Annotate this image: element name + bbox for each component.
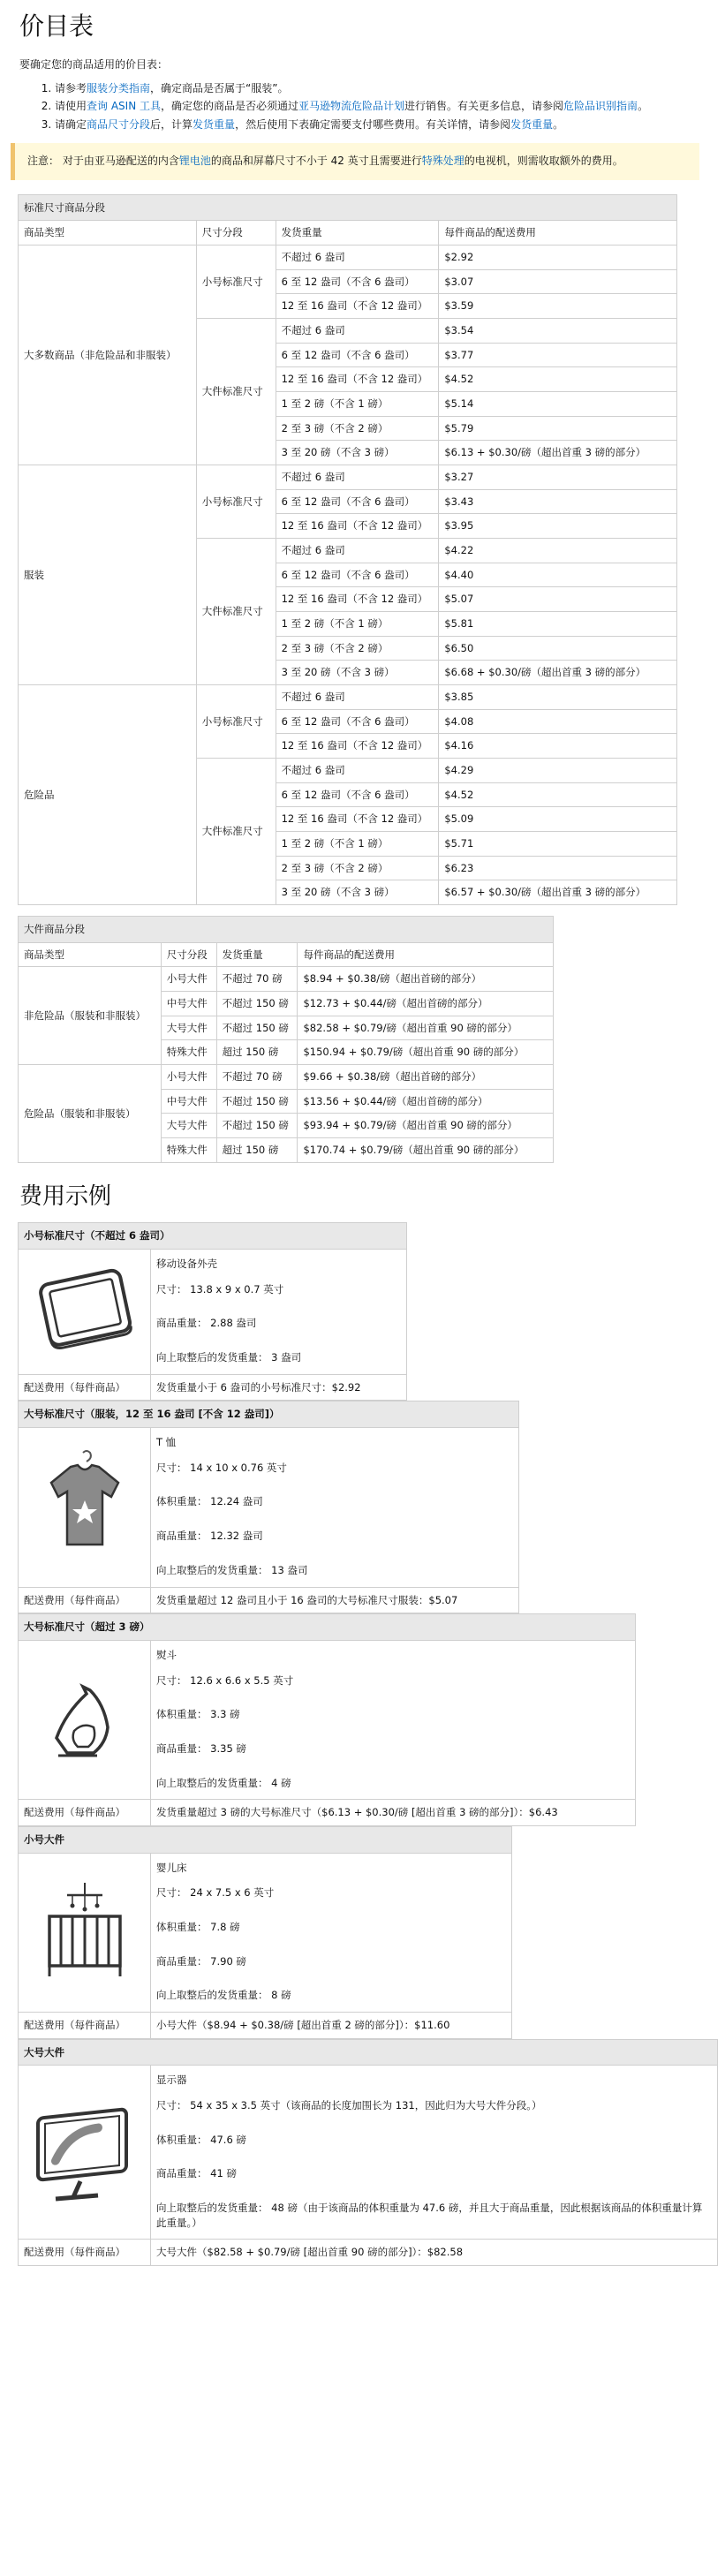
fee-cell: $4.16: [439, 734, 677, 759]
example-fee-row: [19, 2012, 512, 2038]
weight-cell: 不超过 150 磅: [216, 992, 298, 1016]
product-detail: 尺寸： 14 x 10 x 0.76 英寸: [156, 1461, 287, 1474]
column-header: 尺寸分段: [161, 942, 216, 967]
fee-cell: $3.59: [439, 294, 677, 319]
product-detail: 尺寸： 54 x 35 x 3.5 英寸（该商品的长度加围长为 131，因此归为大号大件分段。）: [156, 2098, 542, 2111]
weight-cell: 不超过 70 磅: [216, 1065, 298, 1090]
fee-cell: $4.52: [439, 782, 677, 807]
product-detail: 向上取整后的发货重量： 8 磅: [156, 1989, 291, 2002]
shipping-weight-link-2[interactable]: 发货重量: [510, 117, 554, 131]
iron-icon: [32, 1756, 138, 1769]
example-icon-cell: [19, 1640, 151, 1799]
size-tier-cell: 大号大件: [161, 1016, 216, 1040]
example-icon-cell: [19, 1428, 151, 1587]
fee-cell: $3.07: [439, 269, 677, 294]
product-type-cell: 危险品（服装和非服装）: [19, 1065, 162, 1163]
product-detail: 体积重量： 3.3 磅: [156, 1708, 240, 1721]
intro-text: 要确定您的商品适用的价目表：: [19, 57, 169, 71]
example-header: 大号大件: [19, 2039, 718, 2066]
weight-cell: 2 至 3 磅（不含 2 磅）: [276, 416, 439, 441]
product-name: T 恤: [156, 1436, 177, 1449]
header-row: [19, 221, 677, 246]
fee-cell: $2.92: [439, 245, 677, 269]
weight-cell: 12 至 16 盎司（不含 12 盎司）: [276, 587, 439, 612]
product-detail: 商品重量： 12.32 盎司: [156, 1530, 263, 1543]
fee-cell: $9.66 + $0.38/磅（超出首磅的部分）: [298, 1065, 554, 1090]
section-row: [19, 194, 677, 221]
fee-label: 配送费用（每件商品）: [19, 2240, 151, 2266]
steps-list: [7, 81, 718, 132]
fee-cell: $5.09: [439, 807, 677, 832]
table-row: [19, 1065, 554, 1090]
size-tier-cell: 大号大件: [161, 1114, 216, 1138]
fee-value: 小号大件（$8.94 + $0.38/磅 [超出首重 2 磅的部分]）：$11.60: [151, 2012, 512, 2038]
fee-cell: $4.29: [439, 759, 677, 783]
fee-cell: $5.71: [439, 832, 677, 857]
size-tier-cell: 大件标准尺寸: [196, 538, 276, 684]
weight-cell: 3 至 20 磅（不含 3 磅）: [276, 880, 439, 905]
step-text: 。: [553, 117, 564, 131]
example-detail-cell: [151, 2066, 718, 2240]
fee-cell: $170.74 + $0.79/磅（超出首重 90 磅的部分）: [298, 1138, 554, 1163]
fee-value: 发货重量小于 6 盎司的小号标准尺寸：$2.92: [151, 1374, 407, 1401]
fee-cell: $3.27: [439, 465, 677, 489]
product-detail: 向上取整后的发货重量： 13 盎司: [156, 1563, 308, 1576]
example-table: [18, 1222, 407, 1401]
step-text: ，然后使用下表确定需要支付哪些费用。有关详情，请参阅: [235, 117, 511, 131]
fee-cell: $4.40: [439, 563, 677, 587]
fee-cell: $8.94 + $0.38/磅（超出首磅的部分）: [298, 967, 554, 992]
product-name: 熨斗: [156, 1648, 177, 1661]
table-row: [19, 967, 554, 992]
example-fee-row: [19, 2240, 718, 2266]
weight-cell: 12 至 16 盎司（不含 12 盎司）: [276, 367, 439, 392]
size-tier-cell: 特殊大件: [161, 1138, 216, 1163]
size-tier-cell: 中号大件: [161, 992, 216, 1016]
product-detail: 体积重量： 12.24 盎司: [156, 1495, 263, 1508]
example-body-row: [19, 1853, 512, 2012]
weight-cell: 12 至 16 盎司（不含 12 盎司）: [276, 807, 439, 832]
product-type-cell: 非危险品（服装和非服装）: [19, 967, 162, 1065]
example-detail-cell: [151, 1250, 407, 1375]
example-header: 大号标准尺寸（服装，12 至 16 盎司 [不含 12 盎司]）: [19, 1401, 519, 1428]
fee-value: 大号大件（$82.58 + $0.79/磅 [超出首重 90 磅的部分]）：$82.58: [151, 2240, 718, 2266]
apparel-guide-link[interactable]: 服装分类指南: [87, 81, 151, 94]
dangerous-goods-program-link[interactable]: 亚马逊物流危险品计划: [298, 100, 405, 113]
weight-cell: 不超过 150 磅: [216, 1016, 298, 1040]
asin-lookup-link[interactable]: 查询 ASIN 工具: [87, 100, 161, 113]
fee-cell: $3.54: [439, 318, 677, 343]
fee-cell: $6.13 + $0.30/磅（超出首重 3 磅的部分）: [439, 441, 677, 465]
example-body-row: [19, 1428, 519, 1587]
monitor-icon: [27, 2198, 142, 2210]
page-title: 价目表: [19, 11, 94, 41]
product-detail: 体积重量： 47.6 磅: [156, 2133, 246, 2146]
weight-cell: 6 至 12 盎司（不含 6 盎司）: [276, 269, 439, 294]
product-type-cell: 服装: [19, 465, 197, 684]
fee-cell: $6.50: [439, 636, 677, 661]
product-detail: 尺寸： 24 x 7.5 x 6 英寸: [156, 1886, 275, 1900]
step-2: [55, 99, 718, 114]
product-type-cell: 大多数商品（非危险品和非服装）: [19, 245, 197, 465]
lithium-battery-link[interactable]: 锂电池: [178, 155, 211, 168]
product-detail: 尺寸： 13.8 x 9 x 0.7 英寸: [156, 1282, 284, 1296]
product-name: 婴儿床: [156, 1861, 187, 1874]
fee-cell: $12.73 + $0.44/磅（超出首磅的部分）: [298, 992, 554, 1016]
weight-cell: 2 至 3 磅（不含 2 磅）: [276, 636, 439, 661]
example-header-row: [19, 1614, 636, 1641]
fee-value: 发货重量超过 3 磅的大号标准尺寸（$6.13 + $0.30/磅 [超出首重 3 磅的部分]）：$6.43: [151, 1800, 636, 1826]
fee-cell: $13.56 + $0.44/磅（超出首磅的部分）: [298, 1089, 554, 1114]
column-header: 每件商品的配送费用: [439, 221, 677, 246]
example-body-row: [19, 1640, 636, 1799]
fee-cell: $5.79: [439, 416, 677, 441]
weight-cell: 不超过 6 盎司: [276, 318, 439, 343]
section-row: [19, 917, 554, 943]
column-header: 发货重量: [216, 942, 298, 967]
example-header-row: [19, 1826, 512, 1853]
fee-cell: $3.77: [439, 343, 677, 367]
weight-cell: 6 至 12 盎司（不含 6 盎司）: [276, 782, 439, 807]
example-body-row: [19, 2066, 718, 2240]
product-name: 移动设备外壳: [156, 1258, 217, 1271]
column-header: 商品类型: [19, 221, 197, 246]
example-icon-cell: [19, 1250, 151, 1375]
shipping-weight-link[interactable]: 发货重量: [193, 117, 236, 131]
weight-cell: 3 至 20 磅（不含 3 磅）: [276, 441, 439, 465]
weight-cell: 超过 150 磅: [216, 1040, 298, 1065]
size-tier-cell: 小号标准尺寸: [196, 684, 276, 758]
fee-cell: $5.81: [439, 611, 677, 636]
weight-cell: 6 至 12 盎司（不含 6 盎司）: [276, 343, 439, 367]
crib-icon: [32, 1974, 138, 1986]
example-icon-cell: [19, 1853, 151, 2012]
example-fee-row: [19, 1374, 407, 1401]
weight-cell: 12 至 16 盎司（不含 12 盎司）: [276, 734, 439, 759]
section-title: 标准尺寸商品分段: [19, 194, 677, 221]
product-name: 显示器: [156, 2074, 187, 2087]
fee-cell: $3.85: [439, 684, 677, 709]
fee-cell: $6.57 + $0.30/磅（超出首重 3 磅的部分）: [439, 880, 677, 905]
step-text: 进行销售。有关更多信息，请参阅: [404, 100, 564, 113]
fee-cell: $3.43: [439, 489, 677, 514]
weight-cell: 3 至 20 磅（不含 3 磅）: [276, 661, 439, 685]
example-detail-cell: [151, 1640, 636, 1799]
weight-cell: 12 至 16 盎司（不含 12 盎司）: [276, 294, 439, 319]
tshirt-icon: [32, 1552, 138, 1565]
step-text: 请确定: [55, 117, 87, 131]
size-tier-cell: 大件标准尺寸: [196, 759, 276, 905]
example-icon-cell: [19, 2066, 151, 2240]
product-detail: 向上取整后的发货重量： 48 磅（由于该商品的体积重量为 47.6 磅，并且大于商品重量，因此根据该商品的体积重量计算此重量。）: [156, 2201, 703, 2229]
fee-label: 配送费用（每件商品）: [19, 1587, 151, 1613]
example-detail-cell: [151, 1428, 519, 1587]
step-text: 请使用: [55, 100, 87, 113]
product-detail: 商品重量： 2.88 盎司: [156, 1317, 257, 1330]
weight-cell: 不超过 6 盎司: [276, 465, 439, 489]
example-table: [18, 1613, 636, 1826]
oversize-table: [18, 916, 554, 1163]
step-text: 。: [638, 100, 649, 113]
size-tier-cell: 小号大件: [161, 1065, 216, 1090]
examples-title: 费用示例: [19, 1182, 112, 1210]
size-tier-cell: 特殊大件: [161, 1040, 216, 1065]
table-row: [19, 684, 677, 709]
example-body-row: [19, 1250, 407, 1375]
standard-size-table: [18, 194, 677, 905]
example-header-row: [19, 1401, 519, 1428]
product-detail: 商品重量： 3.35 磅: [156, 1741, 246, 1755]
size-tier-cell: 小号标准尺寸: [196, 465, 276, 538]
step-3: [55, 117, 718, 132]
size-tier-cell: 小号大件: [161, 967, 216, 992]
weight-cell: 1 至 2 磅（不含 1 磅）: [276, 832, 439, 857]
size-tier-cell: 大件标准尺寸: [196, 318, 276, 465]
example-header-row: [19, 2039, 718, 2066]
section-title: 大件商品分段: [19, 917, 554, 943]
example-header: 小号大件: [19, 1826, 512, 1853]
fee-label: 配送费用（每件商品）: [19, 1800, 151, 1826]
example-table: [18, 1401, 519, 1613]
special-handling-link[interactable]: 特殊处理: [421, 155, 464, 168]
step-1: [55, 81, 718, 96]
weight-cell: 不超过 6 盎司: [276, 538, 439, 563]
example-header-row: [19, 1223, 407, 1250]
fee-cell: $82.58 + $0.79/磅（超出首重 90 磅的部分）: [298, 1016, 554, 1040]
example-fee-row: [19, 1587, 519, 1613]
note-box: [11, 143, 699, 179]
column-header: 尺寸分段: [196, 221, 276, 246]
table-row: [19, 465, 677, 489]
product-detail: 商品重量： 41 磅: [156, 2167, 237, 2180]
size-tier-link[interactable]: 商品尺寸分段: [87, 117, 151, 131]
weight-cell: 不超过 6 盎司: [276, 245, 439, 269]
weight-cell: 不超过 70 磅: [216, 967, 298, 992]
fee-cell: $4.08: [439, 709, 677, 734]
example-header: 小号标准尺寸（不超过 6 盎司）: [19, 1223, 407, 1250]
weight-cell: 不超过 150 磅: [216, 1114, 298, 1138]
weight-cell: 不超过 6 盎司: [276, 684, 439, 709]
product-type-cell: 危险品: [19, 684, 197, 904]
column-header: 发货重量: [276, 221, 439, 246]
step-text: 后，计算: [150, 117, 193, 131]
weight-cell: 6 至 12 盎司（不含 6 盎司）: [276, 489, 439, 514]
example-header: 大号标准尺寸（超过 3 磅）: [19, 1614, 636, 1641]
fee-value: 发货重量超过 12 盎司且小于 16 盎司的大号标准尺寸服装：$5.07: [151, 1587, 519, 1613]
examples-list: [7, 1222, 718, 2266]
weight-cell: 12 至 16 盎司（不含 12 盎司）: [276, 514, 439, 539]
weight-cell: 不超过 150 磅: [216, 1089, 298, 1114]
weight-cell: 不超过 6 盎司: [276, 759, 439, 783]
fee-label: 配送费用（每件商品）: [19, 2012, 151, 2038]
example-fee-row: [19, 1800, 636, 1826]
example-table: [18, 2039, 718, 2266]
product-detail: 体积重量： 7.8 磅: [156, 1920, 240, 1933]
product-detail: 向上取整后的发货重量： 4 磅: [156, 1776, 291, 1789]
product-detail: 商品重量： 7.90 磅: [156, 1954, 246, 1968]
header-row: [19, 942, 554, 967]
weight-cell: 1 至 2 磅（不含 1 磅）: [276, 391, 439, 416]
fee-cell: $4.22: [439, 538, 677, 563]
column-header: 每件商品的配送费用: [298, 942, 554, 967]
fee-cell: $4.52: [439, 367, 677, 392]
fee-cell: $3.95: [439, 514, 677, 539]
tablet-icon: [27, 1348, 142, 1361]
step-text: ，确定您的商品是否必须通过: [161, 100, 299, 113]
page: [0, 9, 725, 2275]
weight-cell: 6 至 12 盎司（不含 6 盎司）: [276, 563, 439, 587]
weight-cell: 6 至 12 盎司（不含 6 盎司）: [276, 709, 439, 734]
fee-cell: $6.68 + $0.30/磅（超出首重 3 磅的部分）: [439, 661, 677, 685]
weight-cell: 1 至 2 磅（不含 1 磅）: [276, 611, 439, 636]
table-row: [19, 245, 677, 269]
fee-cell: $5.14: [439, 391, 677, 416]
fee-cell: $5.07: [439, 587, 677, 612]
fee-label: 配送费用（每件商品）: [19, 1374, 151, 1401]
fee-cell: $150.94 + $0.79/磅（超出首重 90 磅的部分）: [298, 1040, 554, 1065]
step-text: ，确定商品是否属于“服装”。: [150, 81, 289, 94]
note-text: 的电视机，则需收取额外的费用。: [464, 155, 623, 168]
column-header: 商品类型: [19, 942, 162, 967]
fee-cell: $6.23: [439, 856, 677, 880]
step-text: 请参考: [55, 81, 87, 94]
product-detail: 尺寸： 12.6 x 6.6 x 5.5 英寸: [156, 1673, 294, 1687]
size-tier-cell: 中号大件: [161, 1089, 216, 1114]
product-detail: 向上取整后的发货重量： 3 盎司: [156, 1351, 302, 1364]
example-table: [18, 1826, 512, 2039]
note-text: 注意： 对于由亚马逊配送的内含: [27, 155, 179, 168]
weight-cell: 超过 150 磅: [216, 1138, 298, 1163]
fee-cell: $93.94 + $0.79/磅（超出首重 90 磅的部分）: [298, 1114, 554, 1138]
dangerous-goods-guide-link[interactable]: 危险品识别指南: [563, 100, 638, 113]
example-detail-cell: [151, 1853, 512, 2012]
note-text: 的商品和屏幕尺寸不小于 42 英寸且需要进行: [210, 155, 422, 168]
weight-cell: 2 至 3 磅（不含 2 磅）: [276, 856, 439, 880]
size-tier-cell: 小号标准尺寸: [196, 245, 276, 318]
